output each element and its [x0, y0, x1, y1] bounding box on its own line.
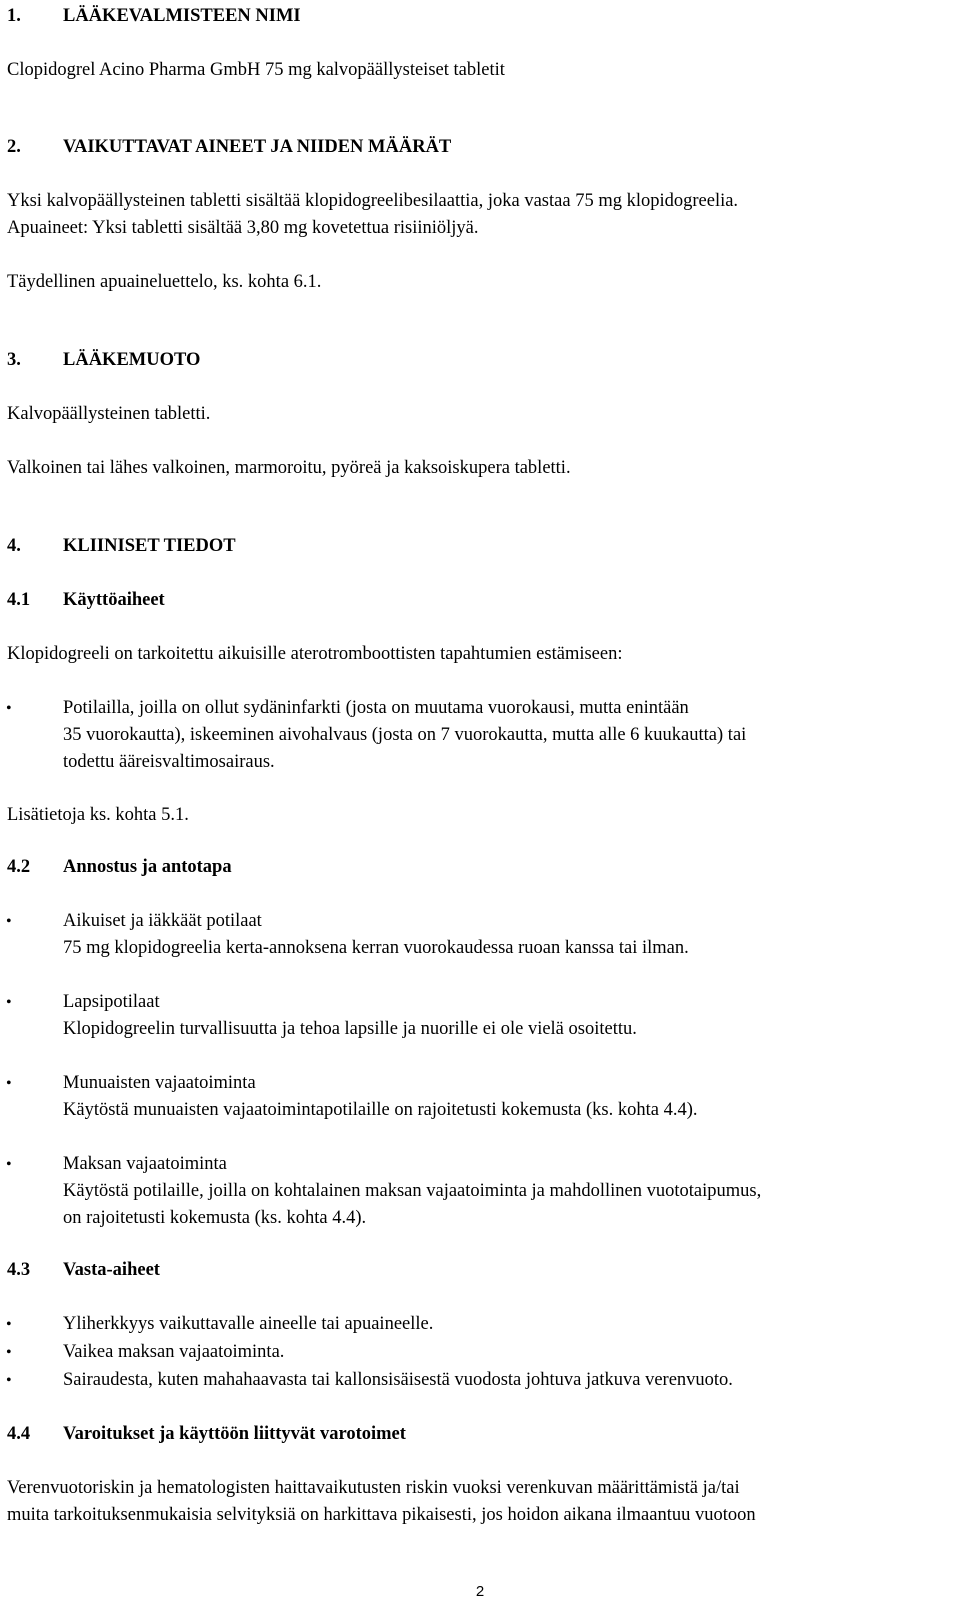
section-number: 1. — [7, 6, 21, 26]
section-number: 4.2 — [7, 857, 31, 877]
section-title: LÄÄKEVALMISTEEN NIMI — [63, 6, 301, 26]
paragraph: Lisätietoja ks. kohta 5.1. — [7, 805, 189, 825]
line: on rajoitetusti kokemusta (ks. kohta 4.4). — [63, 1208, 367, 1228]
paragraph: Apuaineet: Yksi tabletti sisältää 3,80 mg kovetettua risiiniöljyä. — [7, 218, 479, 238]
line: Lapsipotilaat — [63, 992, 160, 1012]
section-title: KLIINISET TIEDOT — [63, 536, 236, 556]
list-item-text — [63, 989, 637, 1043]
section-title: Annostus ja antotapa — [63, 857, 232, 877]
section-1-heading — [7, 3, 942, 30]
list-item-text — [63, 1151, 761, 1232]
product-name: Clopidogrel Acino Pharma GmbH 75 mg kalvopäällysteiset tabletit — [7, 60, 505, 80]
bullet: • — [6, 1372, 12, 1389]
paragraph: Kalvopäällysteinen tabletti. — [7, 404, 211, 424]
line: todettu ääreisvaltimosairaus. — [63, 752, 275, 772]
paragraph: Klopidogreeli on tarkoitettu aikuisille aterotromboottisten tapahtumien estämiseen: — [7, 644, 623, 664]
subsection-4-3-heading — [7, 1257, 942, 1284]
line: Klopidogreelin turvallisuutta ja tehoa lapsille ja nuorille ei ole vielä osoitettu. — [63, 1019, 637, 1039]
line: 75 mg klopidogreelia kerta-annoksena kerran vuorokaudessa ruoan kanssa tai ilman. — [63, 938, 689, 958]
section-number: 4.3 — [7, 1260, 31, 1280]
line: Käytöstä munuaisten vajaatoimintapotilaille on rajoitetusti kokemusta (ks. kohta 4.4). — [63, 1100, 698, 1120]
page-number: 2 — [475, 1583, 485, 1600]
list-item-text — [63, 908, 689, 962]
list-item-text — [63, 695, 746, 776]
bullet: • — [6, 1075, 12, 1092]
section-title: Varoitukset ja käyttöön liittyvät varotoimet — [63, 1424, 406, 1444]
paragraph: Valkoinen tai lähes valkoinen, marmoroitu, pyöreä ja kaksoiskupera tabletti. — [7, 458, 571, 478]
section-3-heading — [7, 347, 942, 374]
list-item-text: Sairaudesta, kuten mahahaavasta tai kallonsisäisestä vuodosta johtuva jatkuva verenvuoto. — [63, 1370, 733, 1390]
paragraph — [7, 1475, 942, 1529]
list-item-text — [63, 1070, 698, 1124]
bullet: • — [6, 994, 12, 1011]
bullet: • — [6, 1344, 12, 1361]
line: Aikuiset ja iäkkäät potilaat — [63, 911, 262, 931]
section-2-heading — [7, 134, 942, 161]
bullet: • — [6, 1316, 12, 1333]
section-title: VAIKUTTAVAT AINEET JA NIIDEN MÄÄRÄT — [63, 137, 452, 157]
bullet: • — [6, 1156, 12, 1173]
bullet: • — [6, 700, 12, 717]
line: 35 vuorokautta), iskeeminen aivohalvaus (josta on 7 vuorokautta, mutta alle 6 kuukautta) tai — [63, 725, 747, 745]
section-number: 4.4 — [7, 1424, 31, 1444]
section-number: 2. — [7, 137, 21, 157]
bullet: • — [6, 913, 12, 930]
list-item-text: Vaikea maksan vajaatoiminta. — [63, 1342, 285, 1362]
section-number: 3. — [7, 350, 21, 370]
section-title: Käyttöaiheet — [63, 590, 165, 610]
line: muita tarkoituksenmukaisia selvityksiä on harkittava pikaisesti, jos hoidon aikana ilmaantuu vuotoon — [7, 1505, 756, 1525]
subsection-4-1-heading — [7, 587, 942, 614]
section-number: 4.1 — [7, 590, 31, 610]
paragraph: Täydellinen apuaineluettelo, ks. kohta 6.1. — [7, 272, 322, 292]
line: Munuaisten vajaatoiminta — [63, 1073, 256, 1093]
line: Verenvuotoriskin ja hematologisten haittavaikutusten riskin vuoksi verenkuvan määrittämistä ja/tai — [7, 1478, 740, 1498]
section-4-heading — [7, 533, 942, 560]
subsection-4-2-heading — [7, 854, 942, 881]
section-title: Vasta-aiheet — [63, 1260, 160, 1280]
line: Potilailla, joilla on ollut sydäninfarkti (josta on muutama vuorokausi, mutta enintään — [63, 698, 689, 718]
paragraph: Yksi kalvopäällysteinen tabletti sisältää klopidogreelibesilaattia, joka vastaa 75 mg klopidogreelia. — [7, 191, 739, 211]
section-number: 4. — [7, 536, 21, 556]
section-title: LÄÄKEMUOTO — [63, 350, 201, 370]
subsection-4-4-heading — [7, 1421, 942, 1448]
line: Maksan vajaatoiminta — [63, 1154, 227, 1174]
list-item-text: Yliherkkyys vaikuttavalle aineelle tai apuaineelle. — [63, 1314, 434, 1334]
line: Käytöstä potilaille, joilla on kohtalainen maksan vajaatoiminta ja mahdollinen vuototaipumus, — [63, 1181, 762, 1201]
